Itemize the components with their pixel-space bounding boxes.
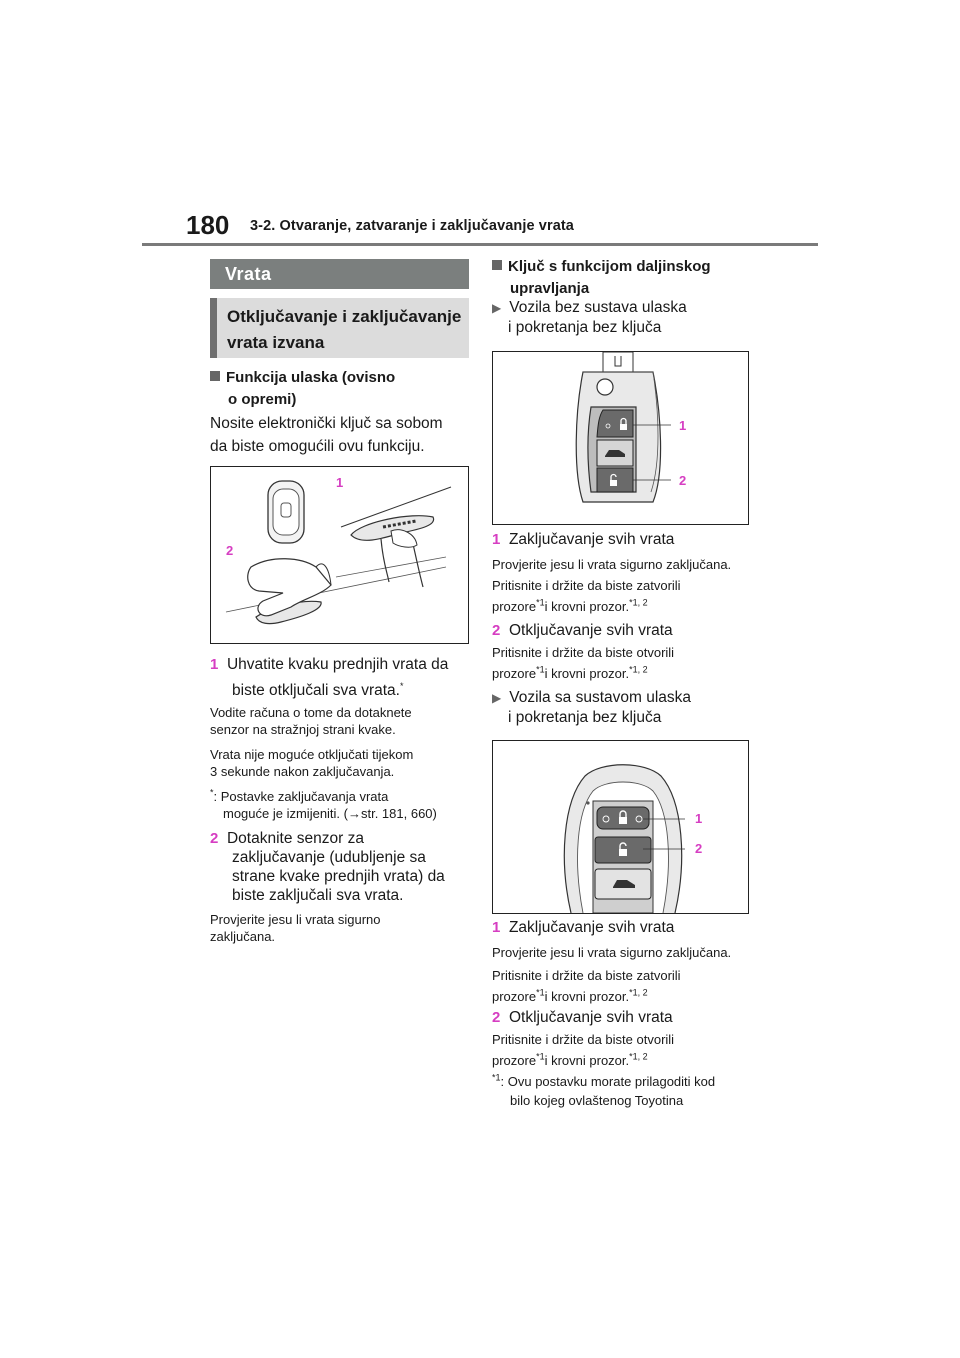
square-bullet-icon [210,371,220,381]
b-step-2-text: Otključavanje svih vrata [508,1009,673,1026]
step-2-line2: zaključavanje (udubljenje sa [232,849,426,866]
note-check-locked [210,911,472,945]
a-note-close-roof: i krovni prozor. [544,599,630,614]
square-bullet-icon [492,260,502,270]
a-step-1-number: 1 [492,531,501,548]
note-check-line2: zaključana. [210,929,276,944]
a-note-open-roof: i krovni prozor. [544,666,630,681]
subheading-with-system [492,688,762,728]
a-note-open-line1: Pritisnite i držite da biste otvorili [492,645,675,660]
intro-line2: da biste omogućili ovu funkciju. [210,438,425,455]
b-note-close-windows: prozore [492,989,537,1004]
b-note-check: Provjerite jesu li vrata sigurno zaključana. [492,945,732,960]
door-handle-figure [210,466,469,644]
b-note-open-roof: i krovni prozor. [544,1053,630,1068]
flip-key-illustration [493,352,748,524]
footnote-toyota-line2: bilo kojeg ovlaštenog Toyotina [510,1093,684,1108]
figure-callout-1: 1 [336,475,344,490]
smart-key-callout-1: 1 [695,811,703,826]
flip-key-figure [492,351,749,525]
b-step-1-number: 1 [492,919,501,936]
a-note-open-windows: prozore [492,666,537,681]
step-2-line3: strane kvake prednjih vrata) da [232,868,445,885]
sub1-line1: Vozila bez sustava ulaska [509,299,687,316]
footnote-toyota-line1: : Ovu postavku morate prilagoditi kod [500,1074,716,1089]
step-2-number: 2 [210,830,219,847]
subsection-title-line1: Otključavanje i zaključavanje [227,307,462,326]
a-step-2 [492,621,762,640]
b-note-close [492,966,762,1006]
triangle-bullet-icon: ▶ [492,691,502,705]
a-step-1-text: Zaključavanje svih vrata [508,531,675,548]
note-check-line1: Provjerite jesu li vrata sigurno [210,912,381,927]
footnote-asterisk: * [210,787,214,798]
b-note-open-windows: prozore [492,1053,537,1068]
b-note-close-line1: Pritisnite i držite da biste zatvorili [492,968,681,983]
footnote-toyota [492,1072,762,1110]
b-step-1-text: Zaključavanje svih vrata [508,919,675,936]
section-title: Vrata [210,259,469,289]
flip-key-callout-2: 2 [679,473,687,488]
b-step-1 [492,918,762,937]
heading-line1: Funkcija ulaska (ovisno [226,369,396,386]
step-2-line4: biste zaključali sva vrata. [232,887,404,904]
entry-function-heading [210,367,470,411]
a-note-close [492,576,762,616]
note-delay-line1: Vrata nije moguće otključati tijekom [210,747,414,762]
smart-key-illustration [493,741,748,913]
b-note-open-sup2: *1, 2 [629,1051,648,1062]
footnote-line1: : Postavke zaključavanja vrata [213,789,389,804]
page-number: 180 [186,210,230,240]
note-sensor [210,704,472,738]
b-step-2-number: 2 [492,1009,501,1026]
intro-line1: Nosite elektronički ključ sa sobom [210,415,443,432]
subsection-title [210,298,469,358]
note-delay [210,746,472,780]
a-note-check: Provjerite jesu li vrata sigurno zaključana. [492,557,732,572]
b-note-open-line1: Pritisnite i držite da biste otvorili [492,1032,675,1047]
step-1-line2: biste otključali sva vrata. [232,682,400,699]
b-note-open-sup1: *1 [536,1051,545,1062]
a-note-close-sup2: *1, 2 [629,597,648,608]
a-note-open-sup1: *1 [536,664,545,675]
smart-key-icon [268,481,304,543]
a-note-close-line1: Pritisnite i držite da biste zatvorili [492,578,681,593]
step-1-line1: Uhvatite kvaku prednjih vrata da [226,656,449,673]
step-2 [210,829,472,905]
subheading-without-system [492,298,762,338]
flip-key-callout-1: 1 [679,418,687,433]
triangle-bullet-icon: ▶ [492,301,502,315]
b-step-2 [492,1008,762,1027]
b-note-close-roof: i krovni prozor. [544,989,630,1004]
smart-key-callout-2: 2 [695,841,703,856]
step-1-asterisk: * [400,680,404,691]
footnote-line2[interactable]: moguće je izmijeniti. (→str. 181, 660) [223,806,437,821]
step-1-number: 1 [210,656,219,673]
door-handle-lower [248,559,331,624]
subsection-title-line2: vrata izvana [227,333,325,352]
intro-paragraph [210,412,472,458]
b-note-close-sup2: *1, 2 [629,987,648,998]
step-1 [210,652,472,704]
note-delay-line2: 3 sekunde nakon zaključavanja. [210,764,395,779]
door-handle-upper [351,516,434,587]
a-step-2-number: 2 [492,622,501,639]
a-step-2-text: Otključavanje svih vrata [508,622,673,639]
chapter-title: 3-2. Otvaranje, zatvaranje i zaključavanje vrata [250,218,574,234]
figure-callout-2: 2 [226,543,234,558]
a-note-close-sup1: *1 [536,597,545,608]
sub1-line2: i pokretanja bez ključa [508,319,662,336]
remote-heading-line1: Ključ s funkcijom daljinskog [508,258,711,275]
footnote-toyota-sup: *1 [492,1072,501,1083]
heading-line2: o opremi) [228,391,297,408]
footnote-settings [210,788,472,822]
note-sensor-line2: senzor na stražnjoj strani kvake. [210,722,396,737]
sub2-line1: Vozila sa sustavom ulaska [509,689,692,706]
note-sensor-line1: Vodite računa o tome da dotaknete [210,705,412,720]
remote-heading-line2: upravljanja [510,280,590,297]
flip-key-icon [576,352,671,502]
b-note-open [492,1030,762,1070]
a-note-close-windows: prozore [492,599,537,614]
smart-key-figure [492,740,749,914]
a-note-open-sup2: *1, 2 [629,664,648,675]
smart-key-body-icon [564,765,685,913]
door-handle-illustration [211,467,468,643]
sub2-line2: i pokretanja bez ključa [508,709,662,726]
remote-key-heading [492,256,762,300]
header-rule [142,243,818,246]
a-note-open [492,643,762,683]
b-note-close-sup1: *1 [536,987,545,998]
step-2-line1: Dotaknite senzor za [226,830,364,847]
a-step-1 [492,530,762,549]
